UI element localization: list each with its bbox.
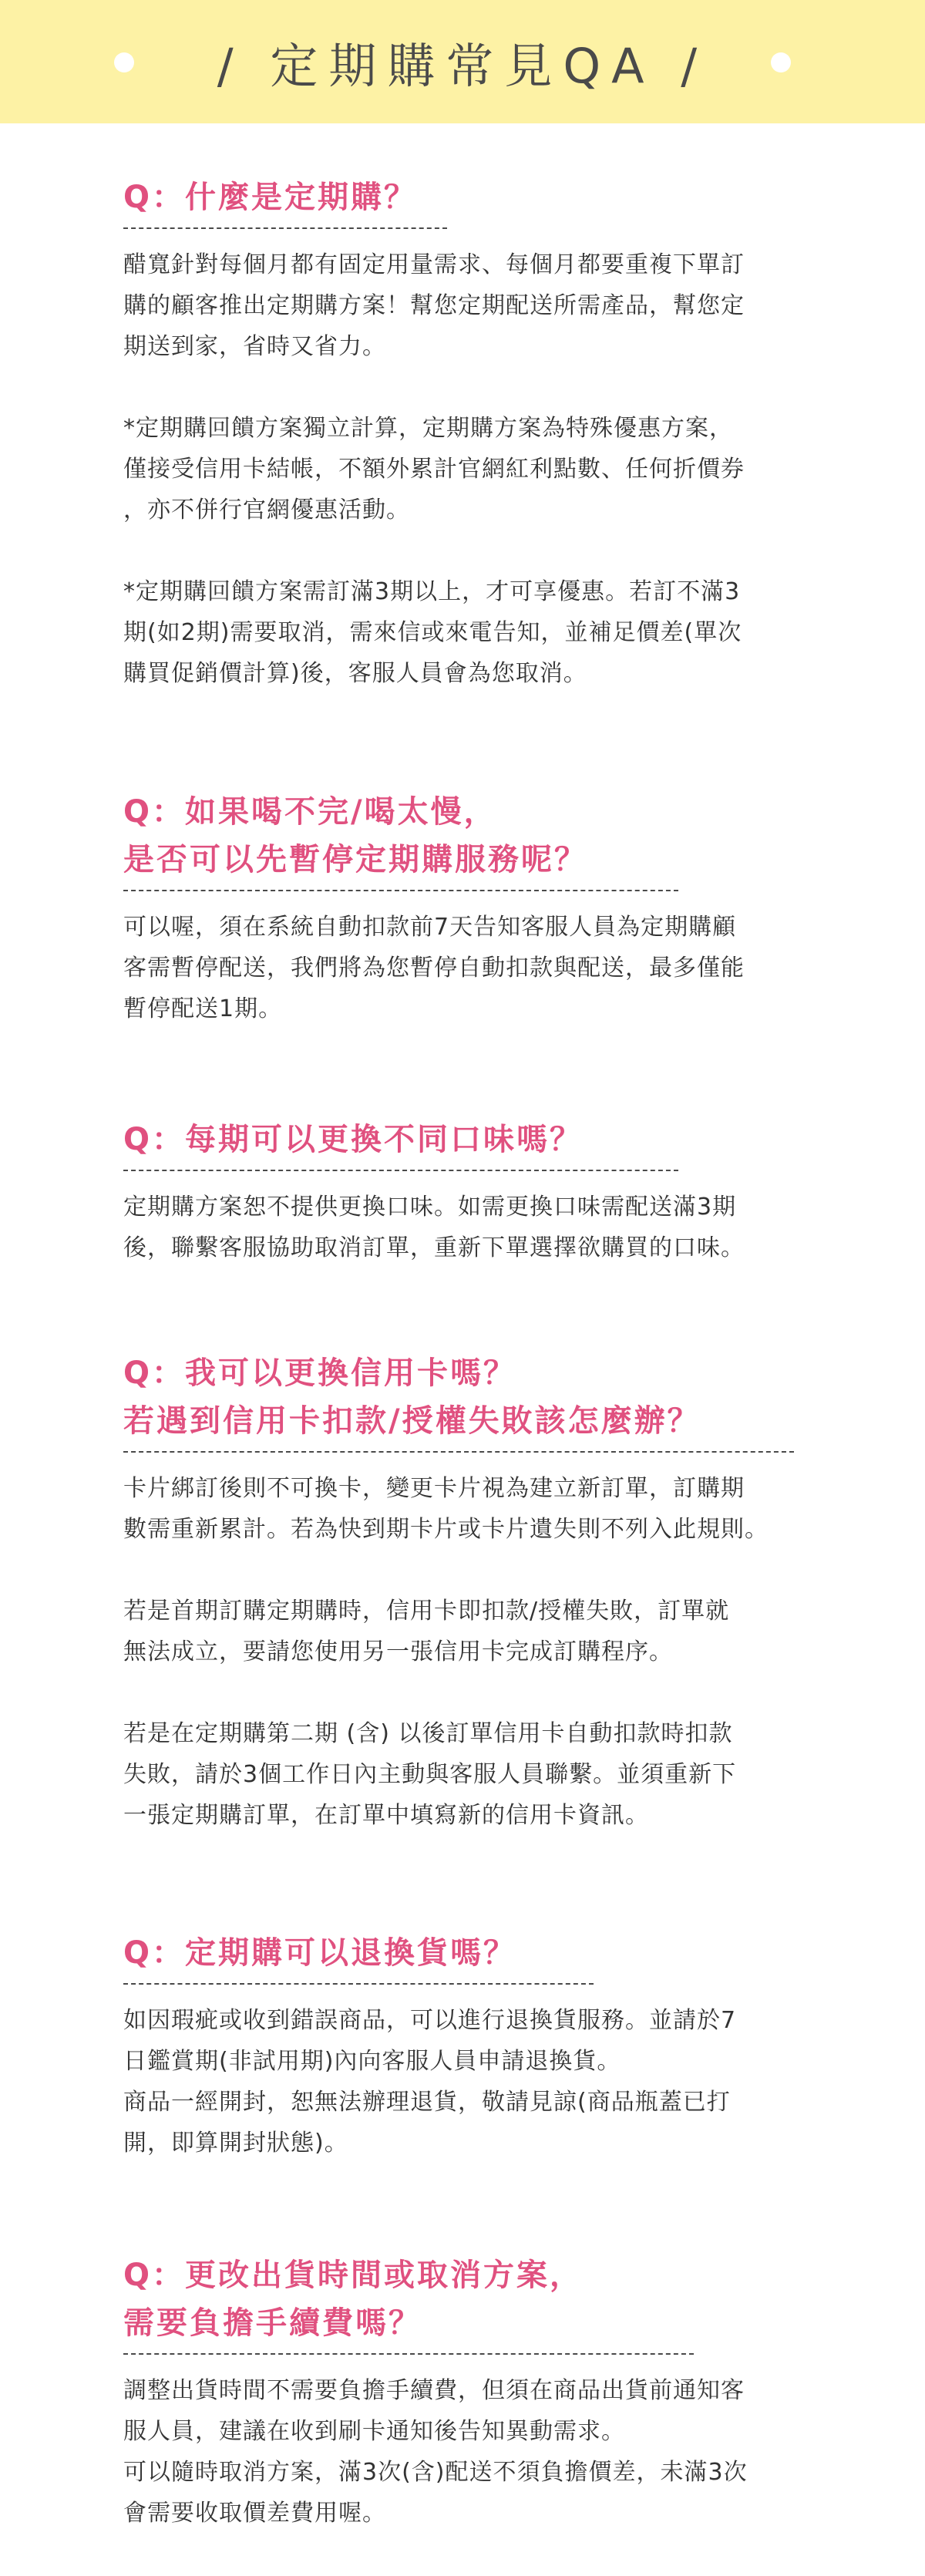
answer-paragraph: [123, 2000, 817, 2164]
answer-line: 購的顧客推出定期購方案！幫您定期配送所需產品，幫您定: [123, 292, 745, 319]
answer-paragraph: [123, 1713, 817, 1836]
answer-line: 一張定期購訂單，在訂單中填寫新的信用卡資訊。: [123, 1802, 649, 1829]
faq-question: [123, 173, 817, 221]
faq-question: [123, 1929, 817, 1977]
faq-answer: [123, 1468, 817, 1836]
answer-paragraph: [123, 571, 817, 694]
faq-question-line: Q：定期購可以退換貨嗎？: [123, 1935, 517, 1971]
dashed-divider: [123, 890, 678, 891]
answer-line: 開，即算開封狀態)。: [123, 2130, 348, 2157]
faq-question-line: Q：我可以更換信用卡嗎？: [123, 1355, 517, 1391]
answer-paragraph: [123, 244, 817, 367]
faq-question-line: 是否可以先暫停定期購服務呢？: [123, 842, 587, 877]
answer-line: 卡片綁訂後則不可換卡，變更卡片視為建立新訂單，訂購期: [123, 1475, 745, 1502]
answer-line: 調整出貨時間不需要負擔手續費，但須在商品出貨前通知客: [123, 2377, 745, 2404]
faq-item-shipping-change-fee: [123, 2251, 817, 2534]
faq-item-returns: [123, 1929, 817, 2164]
answer-line: 服人員，建議在收到刷卡通知後告知異動需求。: [123, 2418, 625, 2445]
faq-answer: [123, 244, 817, 694]
answer-paragraph: [123, 1468, 817, 1550]
faq-question-line: Q：如果喝不完/喝太慢，: [123, 794, 497, 830]
dashed-divider: [123, 1451, 794, 1453]
answer-line: 僅接受信用卡結帳，不額外累計官網紅利點數、任何折價券: [123, 456, 745, 483]
faq-question-line: Q：更改出貨時間或取消方案，: [123, 2258, 584, 2293]
answer-line: 商品一經開封，恕無法辦理退貨，敬請見諒(商品瓶蓋已打: [123, 2089, 731, 2116]
dashed-divider: [123, 227, 447, 229]
faq-question: [123, 1116, 817, 1163]
faq-question-line: 需要負擔手續費嗎？: [123, 2305, 422, 2341]
answer-line: *定期購回饋方案需訂滿3期以上，才可享優惠。若訂不滿3: [123, 578, 741, 605]
answer-line: 若是在定期購第二期 (含) 以後訂單信用卡自動扣款時扣款: [123, 1720, 733, 1747]
faq-answer: [123, 2000, 817, 2164]
answer-line: 後，聯繫客服協助取消訂單，重新下單選擇欲購買的口味。: [123, 1234, 745, 1261]
faq-item-change-flavor: [123, 1116, 817, 1268]
answer-line: 定期購方案恕不提供更換口味。如需更換口味需配送滿3期: [123, 1194, 737, 1221]
answer-line: 期送到家，省時又省力。: [123, 333, 386, 360]
faq-answer: [123, 2370, 817, 2534]
answer-line: 若是首期訂購定期購時，信用卡即扣款/授權失敗，訂單就: [123, 1598, 730, 1625]
answer-line: *定期購回饋方案獨立計算，定期購方案為特殊優惠方案，: [123, 415, 733, 442]
header-left-dot: [114, 52, 134, 72]
answer-line: 暫停配送1期。: [123, 995, 283, 1022]
answer-line: 日鑑賞期(非試用期)內向客服人員申請退換貨。: [123, 2048, 621, 2075]
dashed-divider: [123, 1983, 594, 1985]
answer-line: 可以隨時取消方案，滿3次(含)配送不須負擔價差，未滿3次: [123, 2459, 748, 2486]
answer-line: 如因瑕疵或收到錯誤商品，可以進行退換貨服務。並請於7: [123, 2007, 737, 2034]
answer-paragraph: [123, 907, 817, 1029]
faq-answer: [123, 907, 817, 1029]
faq-item-what-is-subscription: [123, 173, 817, 694]
page-header: [0, 0, 925, 123]
faq-question: [123, 788, 817, 884]
faq-question-line: 若遇到信用卡扣款/授權失敗該怎麼辦？: [123, 1403, 701, 1439]
answer-line: 期(如2期)需要取消，需來信或來電告知，並補足價差(單次: [123, 619, 742, 646]
answer-line: 客需暫停配送，我們將為您暫停自動扣款與配送，最多僅能: [123, 955, 745, 982]
answer-paragraph: [123, 1187, 817, 1268]
answer-paragraph: [123, 2370, 817, 2534]
answer-line: 數需重新累計。若為快到期卡片或卡片遺失則不列入此規則。: [123, 1516, 769, 1543]
answer-line: 醋寬針對每個月都有固定用量需求、每個月都要重複下單訂: [123, 251, 745, 278]
answer-line: 可以喔，須在系統自動扣款前7天告知客服人員為定期購顧: [123, 914, 737, 941]
answer-line: 無法成立，要請您使用另一張信用卡完成訂購程序。: [123, 1638, 673, 1665]
faq-question-line: Q：什麼是定期購？: [123, 180, 418, 215]
faq-question: [123, 1349, 817, 1445]
faq-answer: [123, 1187, 817, 1268]
faq-question-line: Q：每期可以更換不同口味嗎？: [123, 1122, 584, 1157]
header-right-dot: [771, 52, 791, 72]
page-title: / 定期購常見QA /: [217, 37, 708, 94]
answer-paragraph: [123, 408, 817, 530]
answer-line: ，亦不併行官網優惠活動。: [123, 497, 410, 524]
faq-question: [123, 2251, 817, 2347]
answer-line: 購買促銷價計算)後，客服人員會為您取消。: [123, 660, 587, 687]
answer-line: 會需要收取價差費用喔。: [123, 2500, 386, 2527]
faq-item-change-credit-card: [123, 1349, 817, 1836]
dashed-divider: [123, 1170, 678, 1171]
answer-paragraph: [123, 1591, 817, 1672]
dashed-divider: [123, 2353, 694, 2355]
faq-item-pause-subscription: [123, 788, 817, 1029]
answer-line: 失敗，請於3個工作日內主動與客服人員聯繫。並須重新下: [123, 1761, 737, 1788]
